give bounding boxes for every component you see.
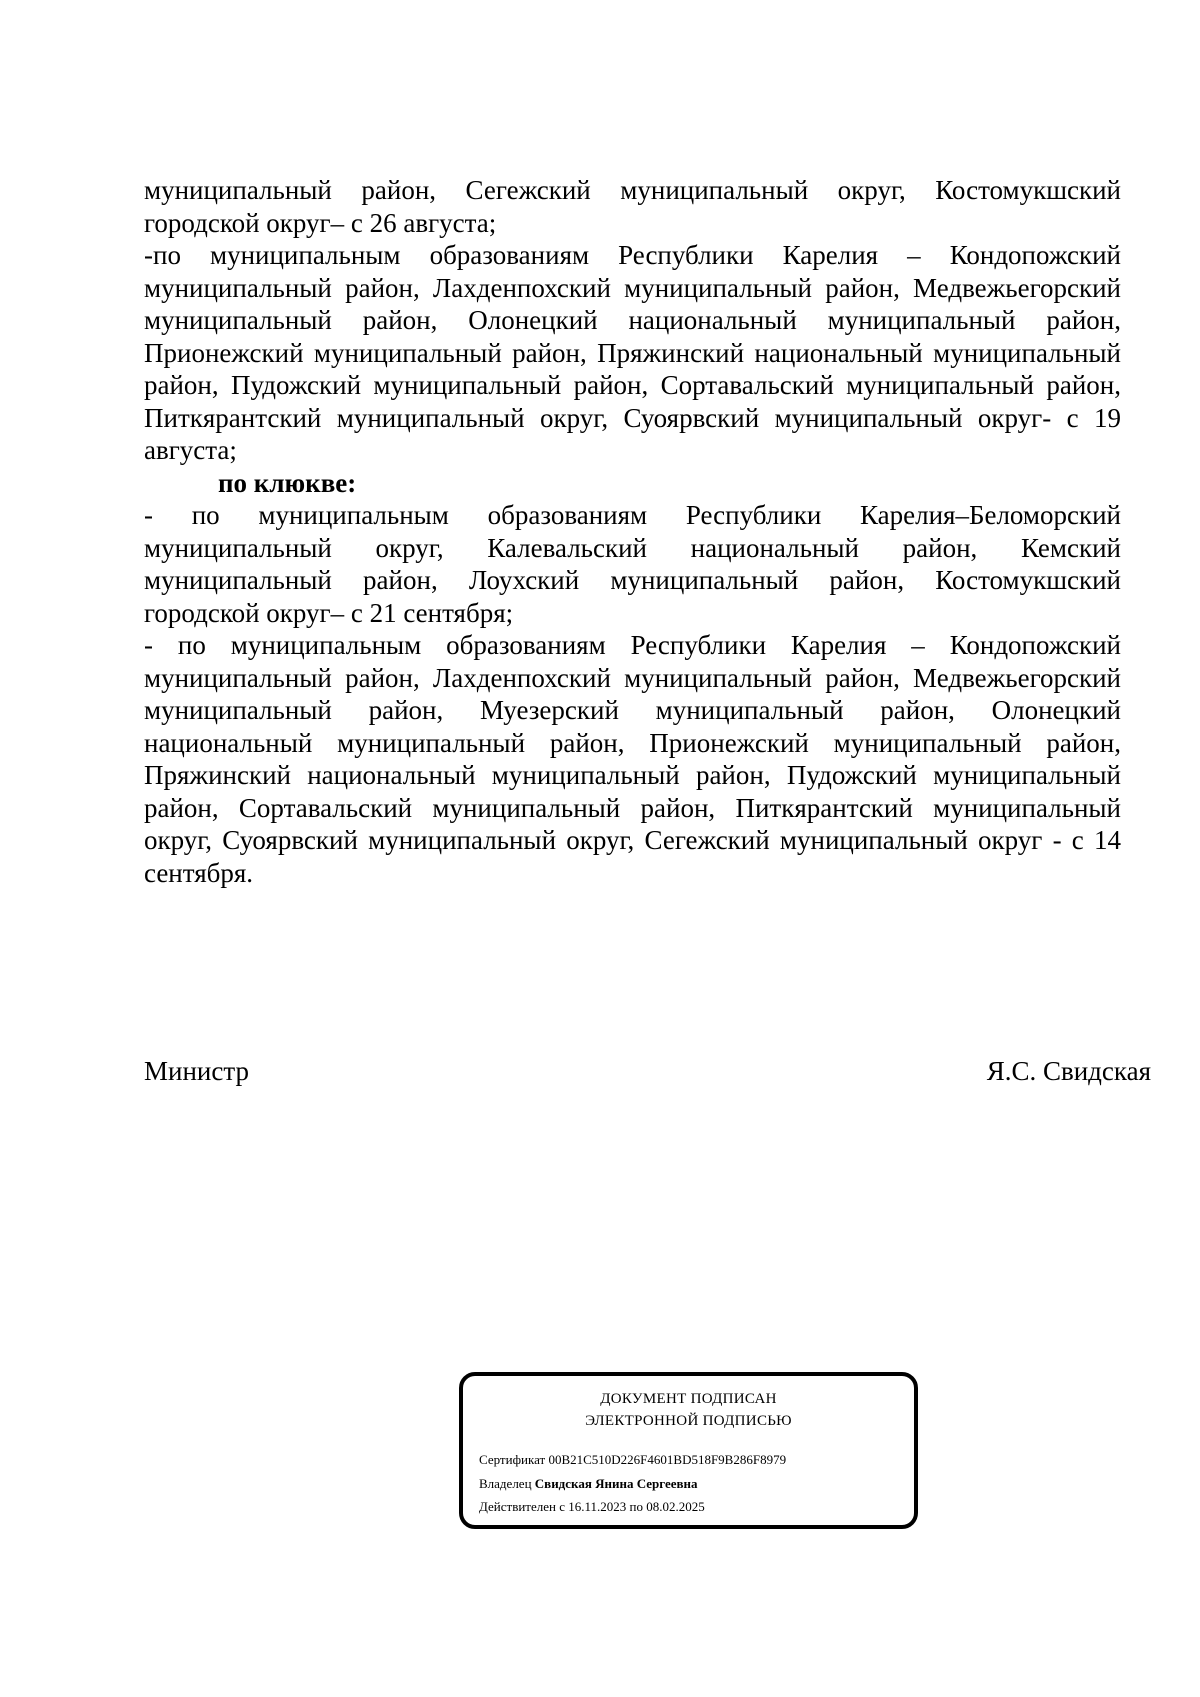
electronic-signature-stamp: [459, 1372, 918, 1529]
stamp-valid-to-prefix: по: [629, 1499, 643, 1514]
stamp-certificate-value: 00B21C510D226F4601BD518F9B286F8979: [548, 1452, 787, 1467]
paragraph-cranberry-north: - по муниципальным образованиям Республики Карелия–Беломорский муниципальный округ, Калевальский национальный район, Кемский муниципальный район, Лоухский муниципальный район, Костомукшский городской округ– с 21 сентября;: [144, 500, 1121, 628]
subheading-cranberry: по клюкве:: [218, 467, 357, 498]
signature-block: [144, 1055, 1151, 1087]
stamp-certificate: [479, 1451, 786, 1469]
stamp-valid-from: 16.11.2023: [568, 1499, 627, 1514]
stamp-title-line2: ЭЛЕКТРОННОЙ ПОДПИСЬЮ: [585, 1413, 792, 1429]
signatory-name: Я.С. Свидская: [986, 1056, 1151, 1086]
stamp-valid-from-prefix: с: [559, 1499, 565, 1514]
stamp-owner-label: Владелец: [479, 1476, 532, 1491]
stamp-valid-to: 08.02.2025: [646, 1499, 705, 1514]
stamp-certificate-label: Сертификат: [479, 1452, 546, 1467]
signatory-position: Министр: [144, 1056, 249, 1086]
paragraph-continuation: муниципальный район, Сегежский муниципальный округ, Костомукшский городской округ– с 26 августа;: [144, 175, 1121, 238]
stamp-validity-label: Действителен: [479, 1499, 556, 1514]
stamp-owner-value: Свидская Янина Сергеевна: [534, 1476, 698, 1491]
paragraph-cranberry-south: - по муниципальным образованиям Республики Карелия – Кондопожский муниципальный район, Лахденпохский муниципальный район, Медвежьегорский муниципальный район, Муезерский муниципальный район, Олонецкий национальный муниципальный район, Прионежский муниципальный район, Пряжинский национальный муниципальный район, Пудожский муниципальный район, Сортавальский муниципальный район, Питкярантский муниципальный округ, Суоярвский муниципальный округ, Сегежский муниципальный округ - с 14 сентября.: [144, 630, 1121, 888]
paragraph-blueberry-south: -по муниципальным образованиям Республики Карелия – Кондопожский муниципальный район, Лахденпохский муниципальный район, Медвежьегорский муниципальный район, Олонецкий национальный муниципальный район, Прионежский муниципальный район, Пряжинский национальный муниципальный район, Пудожский муниципальный район, Сортавальский муниципальный район, Питкярантский муниципальный округ, Суоярвский муниципальный округ- с 19 августа;: [144, 240, 1121, 465]
document-body: [144, 174, 1121, 889]
stamp-validity: [479, 1498, 705, 1516]
stamp-owner: [479, 1475, 698, 1493]
stamp-title-line1: ДОКУМЕНТ ПОДПИСАН: [600, 1391, 777, 1407]
